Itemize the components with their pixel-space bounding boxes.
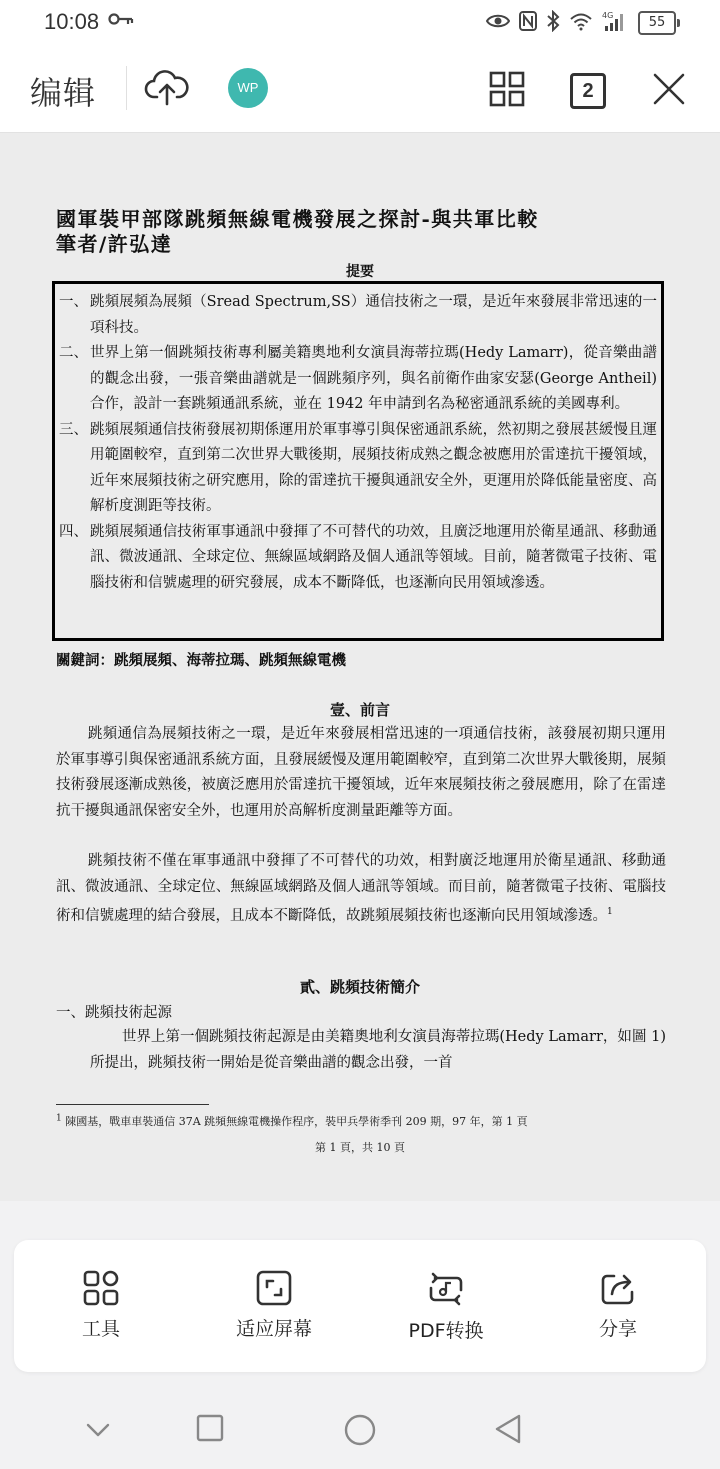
footnote-ref: 1	[607, 907, 613, 917]
avatar[interactable]: WP	[228, 68, 268, 108]
abstract-item-text: 世界上第一個跳頻技術專利屬美籍奧地利女演員海蒂拉瑪(Hedy Lamarr)，從音樂曲譜的觀念出發，一張音樂曲譜就是一個跳頻序列，與名前衛作曲家安瑟(George Antheil)合作，設計一套跳頻通訊系統，並在 1942 年申請到名為秘密通訊系統的美國專利。	[90, 345, 657, 412]
keywords: 關鍵詞：跳頻展頻、海蒂拉瑪、跳頻無線電機	[56, 652, 346, 669]
paragraph: 跳頻通信為展頻技術之一環，是近年來發展相當迅速的一項通信技術，該發展初期只運用於軍事導引與保密通訊系統方面，且發展緩慢及運用範圍較窄，直到第二次世界大戰後期，展頻技術發展逐漸成熟後，被廣泛應用於雷達抗干擾領域，近年來展頻技術之發展應用，除了在雷達抗干擾與通訊保密安全外，也運用於高解析度測量距離等方面。	[56, 726, 666, 819]
share-label: 分享	[598, 1318, 637, 1340]
footnote-divider	[56, 1104, 209, 1105]
app-bar	[0, 44, 720, 133]
fit-screen-label: 适应屏幕	[235, 1318, 312, 1340]
abstract-item-number: 三、	[59, 421, 88, 438]
abstract-item-number: 二、	[59, 345, 88, 361]
footnote-text: 陳國基，戰車車裝通信 37A 跳頻無線電機操作程序，裝甲兵學術季刊 209 期，97 年，第 1 頁	[65, 1115, 528, 1128]
abstract-item-text: 跳頻展頻為展頻（Sread Spectrum,SS）通信技術之一環，是近年來發展非常迅速的一項科技。	[90, 294, 657, 336]
abstract-item-number: 四、	[59, 523, 88, 540]
pdf-convert-label: PDF转换	[408, 1320, 484, 1342]
abstract-item	[59, 290, 657, 341]
bottom-toolbar	[14, 1240, 706, 1372]
home-icon[interactable]	[344, 1414, 376, 1450]
divider	[126, 66, 127, 110]
cloud-upload-icon[interactable]	[144, 70, 190, 110]
abstract-item	[59, 520, 657, 597]
signal-icon	[602, 10, 628, 36]
paragraph-text: 跳頻技術不僅在軍事通訊中發揮了不可替代的功效，相對廣泛地運用於衛星通訊、移動通訊、微波通訊、全球定位、無線區域網路及個人通訊等領域。而目前，隨著微電子技術、電腦技術和信號處理的結合發展，且成本不斷降低，故跳頻展頻技術也逐漸向民用領域滲透。	[56, 853, 666, 924]
page-indicator: 第 1 頁，共 10 頁	[315, 1141, 405, 1154]
nfc-icon	[519, 11, 537, 35]
recents-icon[interactable]	[196, 1414, 224, 1446]
tools-label: 工具	[81, 1318, 120, 1340]
author-line: 筆者/許弘達	[56, 232, 173, 256]
document-page[interactable]	[0, 133, 720, 1201]
document-title	[56, 207, 676, 257]
eye-icon	[486, 12, 510, 34]
subsection-heading: 一、跳頻技術起源	[56, 1005, 172, 1021]
abstract-item	[59, 341, 657, 418]
battery-icon: 55	[638, 11, 676, 35]
pdf-convert-button[interactable]	[386, 1270, 506, 1343]
edit-button[interactable]: 编辑	[30, 74, 97, 112]
fit-screen-button[interactable]	[214, 1270, 334, 1341]
paragraph	[56, 849, 666, 929]
tools-button[interactable]	[41, 1270, 161, 1341]
abstract-item-number: 一、	[59, 294, 88, 310]
paragraph: 世界上第一個跳頻技術起源是由美籍奧地利女演員海蒂拉瑪(Hedy Lamarr，如圖 1)所提出，跳頻技術一開始是從音樂曲譜的觀念出發，一首	[90, 1029, 666, 1071]
abstract-box	[52, 281, 664, 641]
status-time: 10:08	[44, 9, 100, 34]
vpn-key-icon	[108, 11, 134, 31]
footnote	[56, 1113, 528, 1129]
fit-screen-icon	[256, 1270, 292, 1306]
back-icon[interactable]	[494, 1414, 522, 1448]
network-type-label: 4G	[602, 11, 614, 20]
close-icon[interactable]	[652, 72, 686, 110]
wifi-icon	[569, 11, 593, 35]
title-line: 國軍裝甲部隊跳頻無線電機發展之探討-與共軍比較	[56, 207, 539, 231]
system-nav-bar	[0, 1390, 720, 1469]
chevron-down-icon[interactable]	[86, 1422, 110, 1441]
bluetooth-icon	[546, 10, 560, 36]
section-heading: 貳、跳頻技術簡介	[299, 978, 420, 996]
footnote-number: 1	[56, 1113, 62, 1124]
grid-view-icon[interactable]	[489, 71, 525, 111]
open-documents-count[interactable]: 2	[570, 73, 606, 109]
share-button[interactable]	[558, 1270, 678, 1341]
share-icon	[600, 1270, 636, 1306]
abstract-heading: 提要	[346, 264, 374, 280]
abstract-item	[59, 418, 657, 520]
tools-icon	[83, 1270, 119, 1306]
pdf-convert-icon	[427, 1270, 465, 1308]
abstract-item-text: 跳頻展頻通信技術軍事通訊中發揮了不可替代的功效，且廣泛地運用於衛星通訊、移動通訊、微波通訊、全球定位、無線區域網路及個人通訊等領域。目前，隨著微電子技術、電腦技術和信號處理的研究發展，成本不斷降低，也逐漸向民用領域滲透。	[90, 523, 657, 591]
section-heading: 壹、前言	[329, 701, 390, 719]
status-bar	[0, 0, 720, 44]
abstract-item-text: 跳頻展頻通信技術發展初期係運用於軍事導引與保密通訊系統，然初期之發展甚緩慢且運用範圍較窄，直到第二次世界大戰後期，展頻技術成熟之觀念被應用於雷達抗干擾領域，近年來展頻技術之研究應用，除的雷達抗干擾與通訊安全外，更運用於降低能量密度、高解析度測距等技術。	[90, 421, 657, 514]
